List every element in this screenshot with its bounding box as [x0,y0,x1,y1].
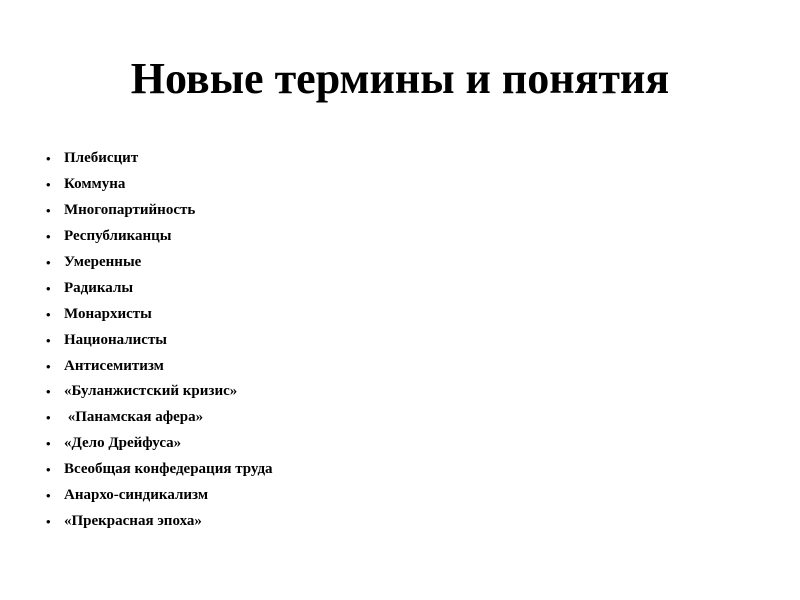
term-item [46,327,273,353]
bullet-icon: • [46,280,51,296]
bullet-icon: • [46,410,51,426]
bullet-icon: • [46,358,51,374]
bullet-icon: • [46,229,51,245]
term-text: Республиканцы [64,228,172,245]
term-text: «Дело Дрейфуса» [64,435,182,452]
bullet-icon: • [46,306,51,322]
term-text: Коммуна [64,176,126,193]
term-text: Монархисты [64,305,152,322]
term-text: Антисемитизм [64,357,164,374]
term-item [46,379,273,405]
term-item [46,353,273,379]
bullet-icon: • [46,332,51,348]
slide-title: Новые термины и понятия [130,54,670,103]
term-item [46,146,273,172]
bullet-icon: • [46,177,51,193]
bullet-icon: • [46,462,51,478]
term-text: Многопартийность [64,202,196,219]
bullet-icon: • [46,488,51,504]
term-text: Националисты [64,331,168,348]
term-text: Плебисцит [64,150,139,167]
term-item [46,250,273,276]
term-list [46,146,273,534]
term-text: Всеобщая конфедерация труда [64,461,273,478]
term-text: «Панамская афера» [64,409,204,426]
term-item [46,508,273,534]
bullet-icon: • [46,255,51,270]
term-text: «Буланжистский кризис» [64,383,238,400]
term-item [46,483,273,509]
term-item [46,275,273,301]
term-text: Умеренные [64,254,142,270]
term-text: Радикалы [64,279,134,296]
bullet-icon: • [46,384,51,400]
term-item [46,198,273,224]
term-item [46,301,273,327]
bullet-icon: • [46,203,51,219]
term-text: «Прекрасная эпоха» [64,512,202,529]
term-item [46,172,273,198]
term-item [46,405,273,431]
bullet-icon: • [46,436,51,452]
term-item [46,431,273,457]
bullet-icon: • [46,151,51,167]
term-text: Анархо-синдикализм [64,487,209,504]
term-item [46,457,273,483]
bullet-icon: • [46,513,51,529]
term-item [46,224,273,250]
